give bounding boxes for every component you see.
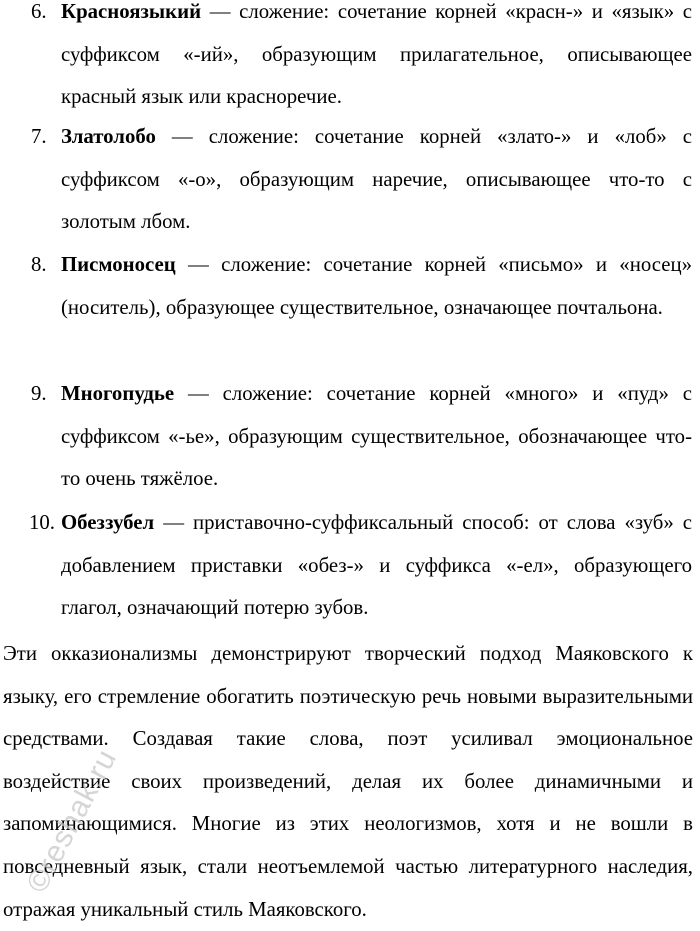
item-term: Обеззубел — [61, 511, 155, 534]
item-term: Многопудье — [61, 382, 175, 405]
item-text — [61, 373, 692, 501]
item-term: Писмоносец — [61, 253, 176, 276]
item-description: — сложение: сочетание корней «красн-» и «язык» с суффиксом «-ий», образующим прилагательное, описывающее красный язык или красноречие. — [61, 0, 692, 109]
item-number: 7. — [31, 125, 47, 148]
list-item-8 — [0, 244, 700, 329]
item-description: — сложение: сочетание корней «злато-» и «лоб» с суффиксом «-о», образующим наречие, описывающее что-то с золотым лбом. — [61, 125, 692, 234]
item-number: 6. — [31, 0, 47, 23]
item-description: — приставочно-суффиксальный способ: от слова «зуб» с добавлением приставки «обез-» и суффикса «-ел», образующего глагол, означающий потерю зубов. — [61, 511, 692, 620]
conclusion-paragraph: Эти окказионализмы демонстрируют творческий подход Маяковского к языку, его стремление обогатить поэтическую речь новыми выразительными средствами. Создавая такие слова, поэт усиливал эмоциональное воздействие своих произведений, делая их более динамичными и запоминающимися. Многие из этих неологизмов, хотя и не вошли в повседневный язык, стали неотъемлемой частью литературного наследия, отражая уникальный стиль Маяковского. — [3, 642, 693, 921]
item-number: 9. — [31, 382, 47, 405]
item-term: Златолобо — [61, 125, 156, 148]
list-item-6 — [0, 0, 700, 119]
item-text — [61, 502, 692, 630]
list-item-9 — [0, 373, 700, 501]
item-description: — сложение: сочетание корней «много» и «пуд» с суффиксом «-ье», образующим существительное, обозначающее что-то очень тяжёлое. — [61, 382, 692, 491]
item-term: Красноязыкий — [61, 0, 202, 23]
item-number: 10. — [29, 511, 55, 534]
list-item-10 — [0, 502, 700, 630]
list-item-7 — [0, 116, 700, 244]
item-number: 8. — [31, 253, 47, 276]
item-text — [61, 244, 692, 329]
item-text — [61, 0, 692, 119]
item-description: — сложение: сочетание корней «письмо» и «носец» (носитель), образующее существительное, означающее почтальона. — [61, 253, 692, 319]
watermark: ©reshak.ru — [20, 743, 124, 899]
item-text — [61, 116, 692, 244]
